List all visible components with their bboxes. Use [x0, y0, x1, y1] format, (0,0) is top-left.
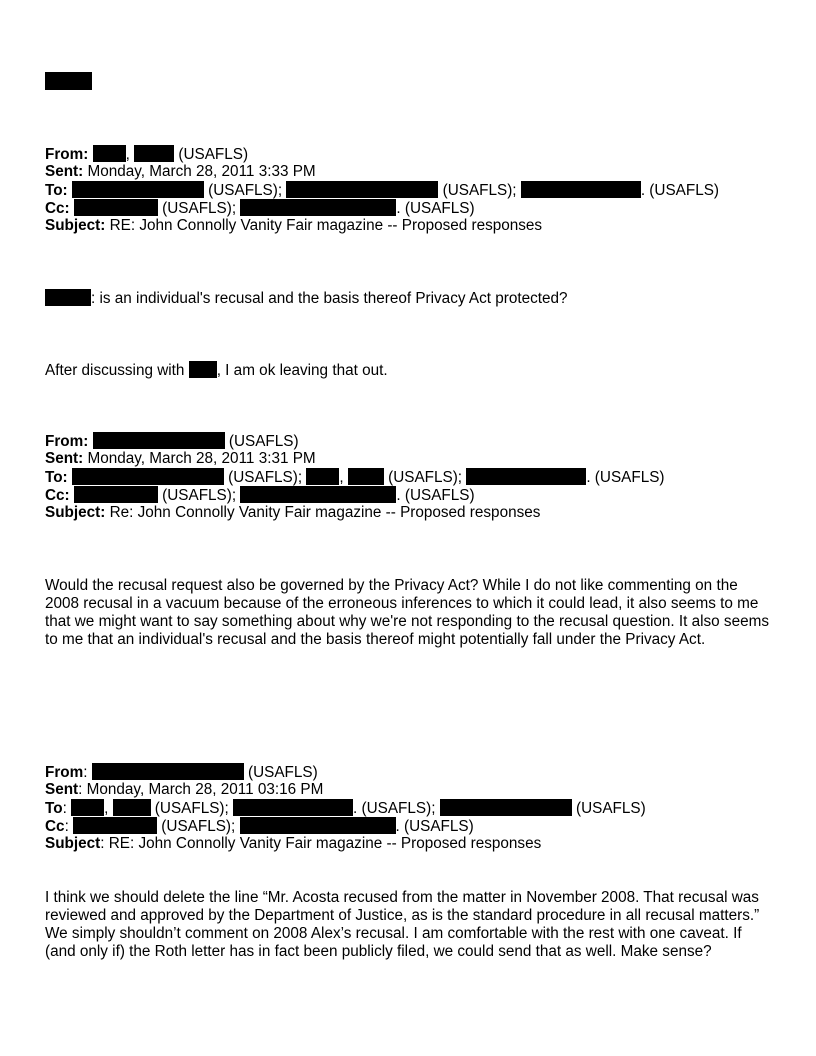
subject-value: : RE: John Connolly Vanity Fair magazine -- Proposed responses [100, 835, 542, 852]
redaction [72, 468, 224, 485]
discussion-suffix: , I am ok leaving that out. [216, 362, 388, 379]
email3-cc-line [45, 817, 646, 835]
redaction [521, 181, 641, 198]
redaction [134, 145, 174, 162]
cc-label: Cc [45, 818, 65, 835]
to-suffix: (USAFLS) [571, 800, 646, 817]
cc-suffix: (USAFLS); [157, 818, 240, 835]
subject-label: Subject [45, 835, 101, 852]
email1-sent-line [45, 163, 719, 181]
redaction [71, 799, 104, 816]
email2-body: Would the recusal request also be governed by the Privacy Act? While I do not like commenting on the 2008 recusal in a vacuum because of the erroneous inferences to which it could lead, it also seems to me that we might want to say something about why we're not responding to the recusal question. It also seems to me that an individual's recusal and the basis thereof might potentially fall under the Privacy Act. [45, 577, 769, 648]
cc-suffix: . (USAFLS) [396, 487, 475, 504]
from-label: From: [45, 146, 89, 163]
to-suffix: (USAFLS); [438, 182, 521, 199]
cc-label: Cc: [45, 487, 70, 504]
redaction [348, 468, 384, 485]
email1-to-line [45, 181, 719, 199]
sent-label: Sent: [45, 450, 84, 467]
redaction [240, 817, 396, 834]
email3-header [45, 763, 646, 853]
cc-suffix: (USAFLS); [157, 200, 241, 217]
cc-suffix: . (USAFLS) [396, 200, 475, 217]
email3-subject-line [45, 835, 646, 853]
redaction [189, 361, 217, 378]
email1-header [45, 145, 719, 235]
cc-suffix: (USAFLS); [157, 487, 241, 504]
subject-label: Subject: [45, 217, 106, 234]
redaction [286, 181, 438, 198]
colon: : [62, 800, 72, 817]
redaction [45, 289, 91, 306]
redaction [93, 145, 126, 162]
to-suffix: (USAFLS); [150, 800, 234, 817]
email3-sent-line [45, 781, 646, 799]
email1-cc-line [45, 199, 719, 217]
email1-question [45, 289, 568, 307]
redaction [240, 199, 396, 216]
redaction [74, 199, 158, 216]
redaction [113, 799, 151, 816]
to-suffix: . (USAFLS) [586, 469, 665, 486]
email3-from-line [45, 763, 646, 781]
sent-label: Sent: [45, 163, 84, 180]
email1-discussion [45, 361, 388, 379]
sent-value: Monday, March 28, 2011 3:31 PM [83, 450, 316, 467]
email2-from-line [45, 432, 665, 450]
to-suffix: (USAFLS); [383, 469, 467, 486]
to-label: To: [45, 469, 68, 486]
redaction [93, 432, 225, 449]
discussion-prefix: After discussing with [45, 362, 189, 379]
redaction [466, 468, 586, 485]
redaction [72, 181, 204, 198]
redaction [233, 799, 353, 816]
email1-subject-line [45, 217, 719, 235]
redaction [73, 817, 157, 834]
redaction [74, 486, 158, 503]
top-redaction [45, 72, 92, 90]
subject-value: RE: John Connolly Vanity Fair magazine -- Proposed responses [105, 217, 543, 234]
email3-body: I think we should delete the line “Mr. Acosta recused from the matter in November 2008. That recusal was reviewed and approved by the Department of Justice, as is the standard procedure in all recusal matters.” We simply shouldn’t comment on 2008 Alex’s recusal. I am comfortable with the rest with one caveat. If (and only if) the Roth letter has in fact been publicly filed, we could send that as well. Make sense? [45, 889, 760, 960]
cc-suffix: . (USAFLS) [395, 818, 474, 835]
from-suffix: (USAFLS) [243, 764, 318, 781]
to-label: To [45, 800, 63, 817]
redaction [240, 486, 396, 503]
email2-header [45, 432, 665, 522]
from-suffix: (USAFLS) [174, 146, 249, 163]
redaction [306, 468, 339, 485]
to-suffix: . (USAFLS) [640, 182, 720, 199]
to-suffix: (USAFLS); [223, 469, 307, 486]
subject-label: Subject: [45, 504, 106, 521]
redaction [440, 799, 572, 816]
from-label: From: [45, 433, 89, 450]
sent-value: Monday, March 28, 2011 3:33 PM [83, 163, 316, 180]
email2-sent-line [45, 450, 665, 468]
colon: : [64, 818, 74, 835]
cc-label: Cc: [45, 200, 70, 217]
colon: : [83, 764, 92, 781]
to-label: To: [45, 182, 68, 199]
email2-subject-line [45, 504, 665, 522]
redaction [92, 763, 244, 780]
from-suffix: (USAFLS) [224, 433, 299, 450]
sent-label: Sent [45, 781, 79, 798]
to-suffix: (USAFLS); [203, 182, 287, 199]
sent-value: : Monday, March 28, 2011 03:16 PM [78, 781, 324, 798]
to-suffix: . (USAFLS); [353, 800, 440, 817]
from-label: From [45, 764, 84, 781]
email3-to-line: To: , (USAFLS); . (USAFLS); (USAFLS) [45, 800, 646, 817]
email1-from-line: From: , (USAFLS) [45, 146, 249, 163]
email2-cc-line [45, 486, 665, 504]
question-text: : is an individual's recusal and the basis thereof Privacy Act protected? [91, 290, 568, 307]
email2-to-line: To: (USAFLS); , (USAFLS); . (USAFLS) [45, 469, 665, 486]
subject-value: Re: John Connolly Vanity Fair magazine -- Proposed responses [105, 504, 541, 521]
